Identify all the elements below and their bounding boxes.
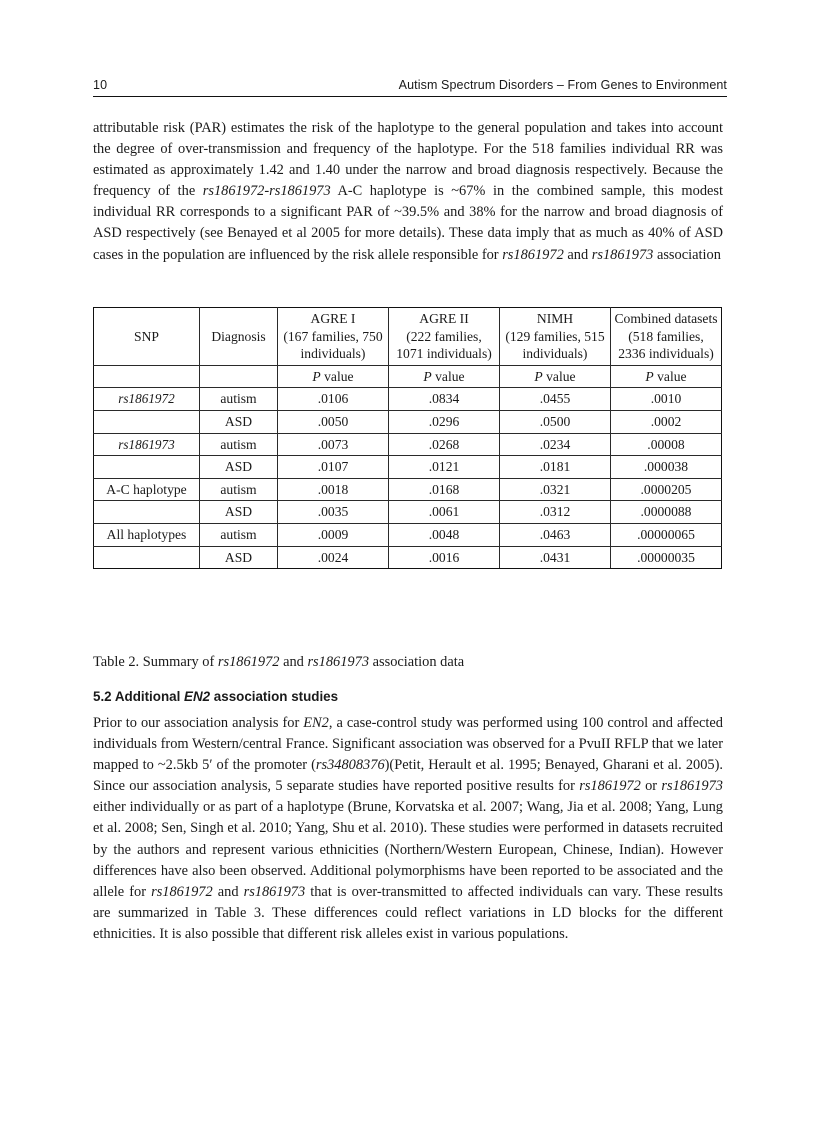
column-header-agre2-detail: (222 families, 1071 individuals) — [396, 328, 492, 362]
cell-agre2: .0061 — [389, 501, 500, 524]
cell-combined: .00000065 — [611, 523, 722, 546]
para2-text-5: either individually or as part of a haplotype (Brune, Korvatska et al. 2007; Wang, Jia et al. 2008; Yang, Lung et al. 2008; Sen, Singh et al. 2010; Yang, Shu et al. 2010). These studies were performed in datasets recruited by the authors and represent various ethnicities (Northern/Western European, Chinese, Indian). However differences have also been observed. Additional polymorphisms have been reported to be associated and the allele for — [93, 799, 723, 900]
column-header-nimh-name: NIMH — [536, 311, 574, 326]
snp-mention-rs1861972: rs1861972 — [502, 246, 564, 263]
column-header-agre1-detail: (167 families, 750 individuals) — [283, 328, 383, 362]
cell-combined: .0002 — [611, 410, 722, 433]
pvalue-word: value — [653, 368, 687, 384]
cell-agre1: .0018 — [278, 478, 389, 501]
cell-diagnosis: autism — [200, 433, 278, 456]
cell-diagnosis: ASD — [200, 410, 278, 433]
para2-text-2: , a case-control study was performed using 100 control and affected individuals from Western/central France. Significant association was observed for a PvuII RFLP that we later mapped to ~2.5kb 5′ of the promoter ( — [93, 715, 724, 774]
pvalue-word: value — [542, 368, 576, 384]
pvalue-symbol: P — [423, 368, 432, 384]
section-heading-text-1: 5.2 Additional — [93, 689, 185, 704]
para1-text-3: and — [563, 246, 592, 263]
cell-agre1: .0073 — [278, 433, 389, 456]
gene-mention-en2: EN2 — [303, 715, 329, 731]
cell-nimh: .0455 — [500, 388, 611, 411]
cell-nimh: .0321 — [500, 478, 611, 501]
column-header-agre1-name: AGRE I — [310, 311, 356, 326]
subheader-blank-diagnosis — [200, 365, 278, 388]
column-header-combined-detail: (518 families, 2336 individuals) — [618, 328, 714, 362]
page-number: 10 — [93, 78, 108, 92]
para2-text-4: or — [640, 778, 662, 795]
cell-diagnosis: autism — [200, 388, 278, 411]
caption-text-2: and — [279, 654, 308, 670]
cell-snp — [94, 501, 200, 524]
cell-agre2: .0016 — [389, 546, 500, 569]
table-row — [94, 388, 722, 411]
table-subheader-row — [94, 365, 722, 388]
cell-combined: .0010 — [611, 388, 722, 411]
pvalue-symbol: P — [645, 368, 654, 384]
snp-mention-rs1861973: rs1861973 — [591, 246, 654, 263]
cell-agre2: .0834 — [389, 388, 500, 411]
caption-snp-rs1861973: rs1861973 — [307, 654, 370, 670]
snp-mention-rs1861973-b: rs1861973 — [243, 883, 306, 900]
para1-text-1: attributable risk (PAR) estimates the risk of the haplotype to the general population and takes into account the degree of over-transmission and frequency of the haplotype. For the 518 families individual RR was estimated as approximately 1.42 and 1.40 under the narrow and broad diagnosis respectively. Because the frequency of the — [93, 120, 723, 200]
cell-combined: .000038 — [611, 456, 722, 479]
snp-mention-rs34808376: rs34808376 — [315, 757, 385, 774]
table-body — [94, 308, 722, 569]
table-row — [94, 478, 722, 501]
cell-agre2: .0268 — [389, 433, 500, 456]
table-row — [94, 410, 722, 433]
subheader-pvalue-nimh — [500, 365, 611, 388]
column-header-agre2-name: AGRE II — [419, 311, 469, 326]
cell-combined: .0000088 — [611, 501, 722, 524]
section-heading — [93, 688, 723, 706]
cell-agre1: .0009 — [278, 523, 389, 546]
snp-mention-rs1861973: rs1861973 — [661, 778, 723, 795]
column-header-nimh-detail: (129 families, 515 individuals) — [505, 328, 605, 362]
pvalue-word: value — [431, 368, 465, 384]
para1-text-4: association — [653, 246, 721, 263]
cell-snp: A-C haplotype — [94, 478, 200, 501]
cell-agre1: .0024 — [278, 546, 389, 569]
section-heading-text-2: association studies — [210, 689, 339, 704]
para2-text-6: and — [212, 883, 244, 900]
subheader-pvalue-combined — [611, 365, 722, 388]
cell-nimh: .0463 — [500, 523, 611, 546]
para1-text-2: A-C haplotype is ~67% in the combined sample, this modest individual RR corresponds to a significant PAR of ~39.5% and 38% for the narrow and broad diagnosis of ASD respectively (see Benayed et al 2005 for more details). These data imply that as much as 40% of ASD cases in the population are influenced by the risk allele responsible for — [93, 183, 723, 263]
subheader-blank-snp — [94, 365, 200, 388]
cell-nimh: .0431 — [500, 546, 611, 569]
cell-diagnosis: ASD — [200, 501, 278, 524]
cell-nimh: .0234 — [500, 433, 611, 456]
section-heading-gene: EN2 — [184, 689, 211, 704]
snp-mention-rs1861972-rs1861973: rs1861972-rs1861973 — [202, 183, 331, 200]
cell-snp — [94, 456, 200, 479]
pvalue-symbol: P — [312, 368, 321, 384]
cell-diagnosis: ASD — [200, 456, 278, 479]
cell-nimh: .0181 — [500, 456, 611, 479]
book-title: Autism Spectrum Disorders – From Genes to Environment — [398, 78, 727, 92]
cell-agre2: .0296 — [389, 410, 500, 433]
cell-nimh: .0312 — [500, 501, 611, 524]
cell-agre1: .0106 — [278, 388, 389, 411]
snp-mention-rs1861972: rs1861972 — [579, 778, 641, 795]
table-row — [94, 433, 722, 456]
caption-text-3: association data — [369, 654, 465, 670]
column-header-combined — [611, 308, 722, 366]
table-caption — [93, 652, 723, 672]
cell-agre1: .0107 — [278, 456, 389, 479]
table-row — [94, 546, 722, 569]
subheader-pvalue-agre1 — [278, 365, 389, 388]
cell-agre1: .0050 — [278, 410, 389, 433]
snp-mention-rs1861972-b: rs1861972 — [151, 883, 213, 900]
pvalue-word: value — [320, 368, 354, 384]
table-row — [94, 456, 722, 479]
cell-diagnosis: autism — [200, 523, 278, 546]
cell-snp: rs1861973 — [94, 433, 200, 456]
cell-agre2: .0048 — [389, 523, 500, 546]
column-header-snp: SNP — [94, 308, 200, 366]
paragraph-continuation — [93, 118, 723, 266]
cell-snp — [94, 546, 200, 569]
cell-combined: .00008 — [611, 433, 722, 456]
running-head — [93, 78, 727, 97]
column-header-combined-name: Combined datasets — [614, 311, 718, 326]
cell-snp: rs1861972 — [94, 388, 200, 411]
cell-agre1: .0035 — [278, 501, 389, 524]
para2-text-3: )(Petit, Herault et al. 1995; Benayed, Gharani et al. 2005). Since our association analysis, 5 separate studies have reported positive results for — [93, 757, 723, 795]
cell-diagnosis: ASD — [200, 546, 278, 569]
para2-text-7: that is over-transmitted to affected individuals can vary. These results are summarized in Table 3. These differences could reflect variations in LD blocks for the different ethnicities. It is also possible that different risk alleles exist in various populations. — [93, 883, 723, 942]
pvalue-symbol: P — [534, 368, 543, 384]
cell-snp — [94, 410, 200, 433]
table-row — [94, 523, 722, 546]
cell-diagnosis: autism — [200, 478, 278, 501]
column-header-agre2 — [389, 308, 500, 366]
column-header-agre1 — [278, 308, 389, 366]
section-body-paragraph — [93, 713, 723, 945]
cell-combined: .00000035 — [611, 546, 722, 569]
table-row — [94, 501, 722, 524]
subheader-pvalue-agre2 — [389, 365, 500, 388]
cell-agre2: .0168 — [389, 478, 500, 501]
table-2-wrapper — [93, 307, 722, 569]
para2-text-1: Prior to our association analysis for — [93, 715, 304, 731]
caption-text-1: Table 2. Summary of — [93, 654, 218, 670]
column-header-diagnosis: Diagnosis — [200, 308, 278, 366]
cell-agre2: .0121 — [389, 456, 500, 479]
cell-combined: .0000205 — [611, 478, 722, 501]
association-data-table — [93, 307, 722, 569]
cell-snp: All haplotypes — [94, 523, 200, 546]
caption-snp-rs1861972: rs1861972 — [217, 654, 280, 670]
column-header-nimh — [500, 308, 611, 366]
cell-nimh: .0500 — [500, 410, 611, 433]
table-header-row — [94, 308, 722, 366]
